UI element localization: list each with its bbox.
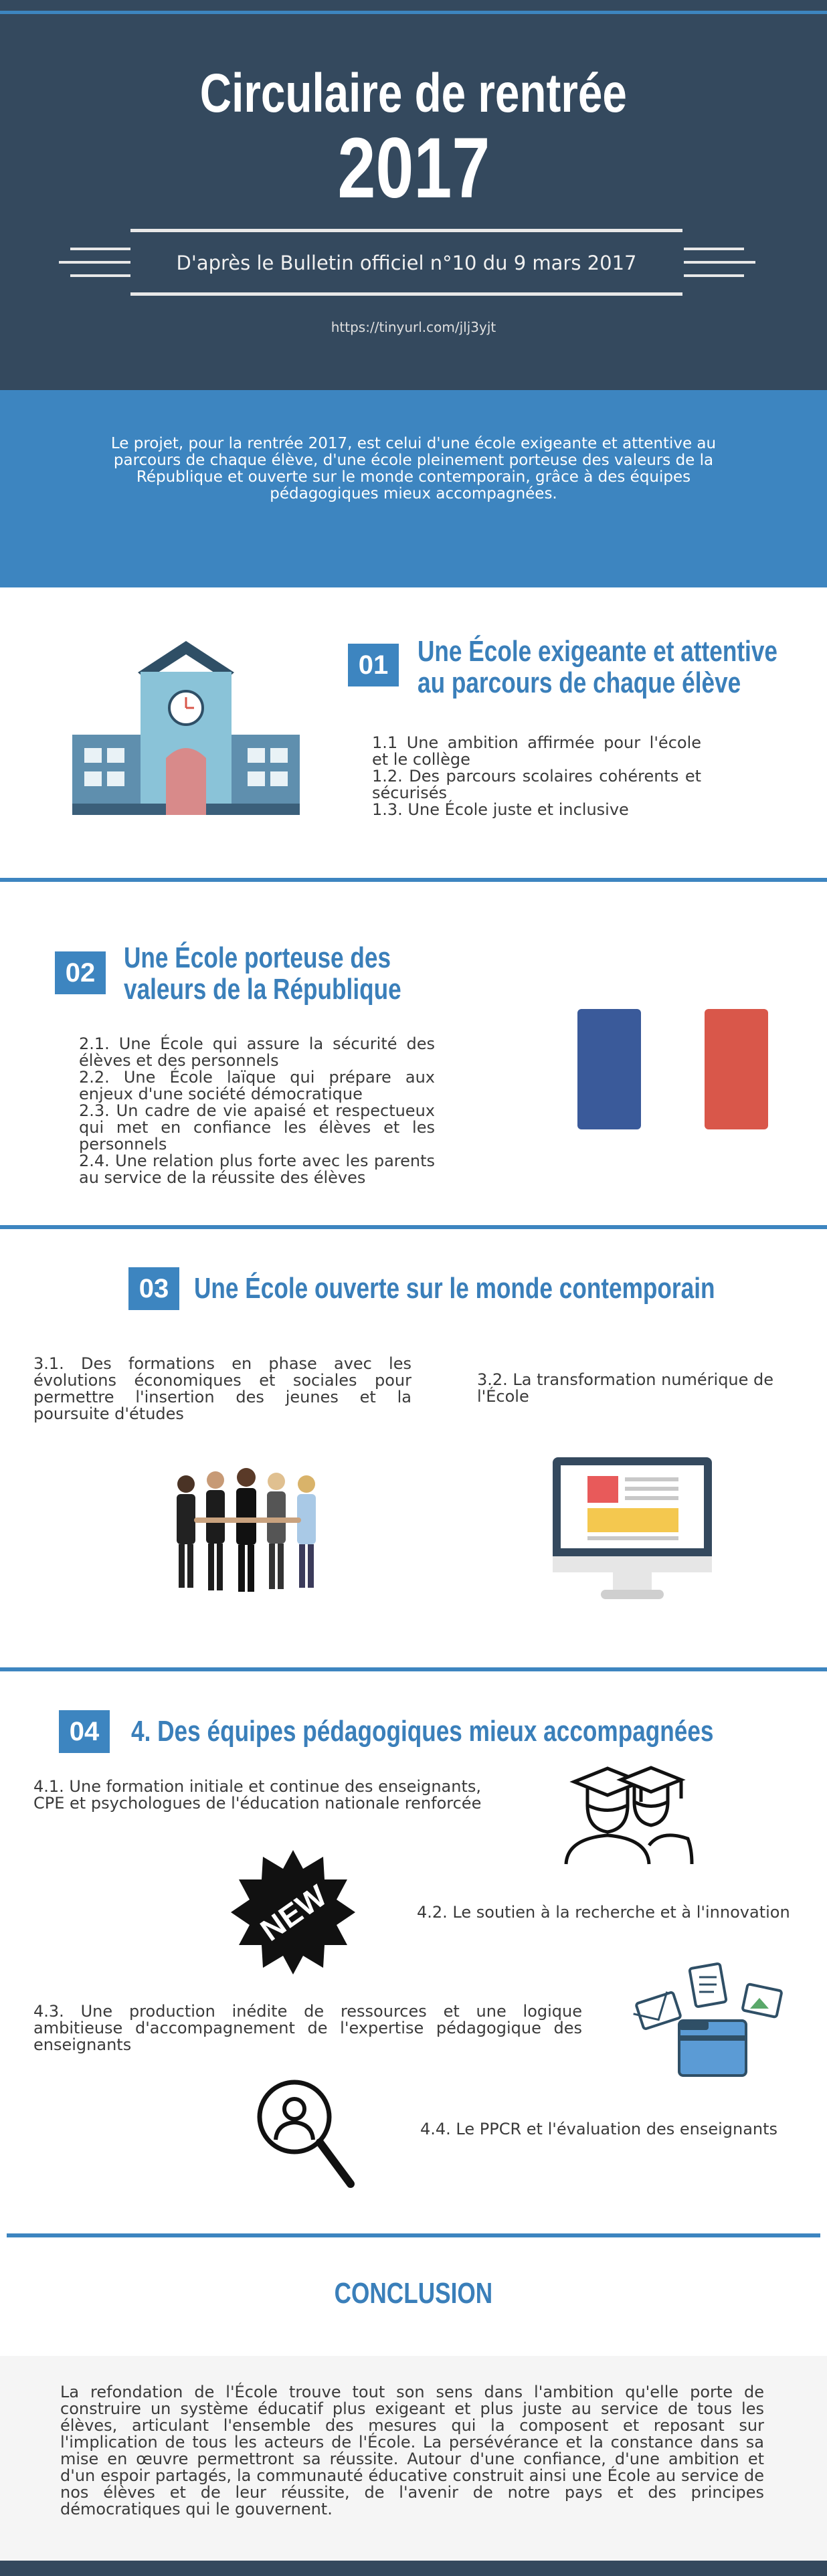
subtitle-rule-bottom bbox=[130, 292, 682, 296]
decor-bars-right bbox=[684, 248, 744, 250]
section-2-items bbox=[79, 1036, 435, 1186]
section-1-title-line1: Une École exigeante et attentive bbox=[418, 635, 777, 668]
section-2-item: 2.2. Une École laïque qui prépare aux enjeux d'une société démocratique bbox=[79, 1068, 435, 1103]
header-url[interactable]: https://tinyurl.com/jlj3yjt bbox=[331, 319, 496, 335]
section-1-number: 01 bbox=[348, 644, 399, 686]
intro-banner bbox=[0, 390, 827, 587]
magnifier-icon bbox=[253, 2076, 357, 2193]
top-accent-line bbox=[0, 11, 827, 14]
new-badge-text: NEW bbox=[254, 1877, 333, 1948]
decor-bar bbox=[59, 261, 130, 264]
section-1-item: 1.3. Une École juste et inclusive bbox=[372, 800, 629, 819]
section-2-number: 02 bbox=[55, 951, 106, 994]
header-title-line2: 2017 bbox=[337, 120, 490, 216]
section-4-number: 04 bbox=[59, 1710, 110, 1753]
decor-bars-left bbox=[70, 248, 130, 250]
section-2-title-line2: valeurs de la République bbox=[124, 973, 401, 1006]
section-4-item-4: 4.4. Le PPCR et l'évaluation des enseignants bbox=[420, 2120, 778, 2138]
section-2 bbox=[0, 882, 827, 1230]
intro-text: Le projet, pour la rentrée 2017, est celui d'une école exigeante et attentive au parcours de chaque élève, d'une école pleinement porteuse des valeurs de la République et ouverte sur le monde contemporain, grâce à des équipes pédagogiques mieux accompagnées. bbox=[110, 435, 717, 502]
section-4-item-2: 4.2. Le soutien à la recherche et à l'innovation bbox=[417, 1903, 790, 1922]
section-3 bbox=[0, 1230, 827, 1671]
new-badge-icon bbox=[229, 1849, 357, 1976]
french-flag-icon bbox=[577, 1009, 768, 1129]
section-4-item-1: 4.1. Une formation initiale et continue des enseignants, CPE et psychologues de l'éducation nationale renforcée bbox=[33, 1777, 482, 1813]
school-building-icon bbox=[72, 641, 300, 822]
section-1-item: 1.1 Une ambition affirmée pour l'école et le collège bbox=[372, 733, 701, 769]
section-3-number: 03 bbox=[128, 1267, 179, 1310]
subtitle-rule-top bbox=[130, 229, 682, 232]
conclusion-title: CONCLUSION bbox=[334, 2277, 493, 2310]
header-subtitle: D'après le Bulletin officiel n°10 du 9 mars 2017 bbox=[176, 252, 637, 274]
header-banner bbox=[0, 0, 827, 390]
footer-bar bbox=[0, 2561, 827, 2576]
section-1-items bbox=[372, 735, 701, 818]
conclusion-heading-area bbox=[0, 2241, 827, 2356]
conclusion-body bbox=[0, 2356, 827, 2561]
section-1-title-line2: au parcours de chaque élève bbox=[418, 666, 741, 699]
section-4-title: 4. Des équipes pédagogiques mieux accompagnées bbox=[131, 1715, 714, 1748]
graduates-icon bbox=[561, 1765, 695, 1865]
documents-folder-icon bbox=[626, 1960, 786, 2081]
header-title-line1: Circulaire de rentrée bbox=[199, 63, 628, 124]
decor-bar bbox=[684, 261, 755, 264]
section-1-item: 1.2. Des parcours scolaires cohérents et sécurisés bbox=[372, 767, 701, 802]
business-team-icon bbox=[167, 1464, 328, 1598]
section-divider bbox=[7, 2233, 820, 2237]
section-3-title: Une École ouverte sur le monde contemporain bbox=[194, 1272, 715, 1305]
section-1 bbox=[0, 587, 827, 882]
section-4-item-3: 4.3. Une production inédite de ressources et une logique ambitieuse d'accompagnement de l'expertise pédagogique des enseignants bbox=[33, 2002, 582, 2054]
section-2-item: 2.4. Une relation plus forte avec les parents au service de la réussite des élèves bbox=[79, 1152, 435, 1187]
section-2-item: 2.1. Une École qui assure la sécurité des élèves et des personnels bbox=[79, 1034, 435, 1070]
section-4 bbox=[0, 1671, 827, 2241]
conclusion-text: La refondation de l'École trouve tout son sens dans l'ambition qu'elle porte de construire un système éducatif plus exigeant et plus juste au service de tous les élèves, articulant l'ensemble des mesures qui la composent et reposant sur l'implication de tous les acteurs de l'École. La persévérance et la constance dans sa mise en œuvre permettront sa réussite. Autour d'une confiance, d'une ambition et d'un espoir partagés, la communauté éducative construit ainsi une École au service de nos élèves et de leur réussite, de l'avenir de notre pays et des principes démocratiques qui le gouvernent. bbox=[60, 2383, 764, 2518]
section-2-title-line1: Une École porteuse des bbox=[124, 941, 391, 974]
section-3-item-2: 3.2. La transformation numérique de l'École bbox=[477, 1370, 774, 1406]
section-2-item: 2.3. Un cadre de vie apaisé et respectueux qui met en confiance les élèves et les personnels bbox=[79, 1101, 435, 1154]
decor-bar bbox=[684, 274, 744, 277]
section-3-item-1: 3.1. Des formations en phase avec les évolutions économiques et sociales pour permettre l'insertion des jeunes et la poursuite d'études bbox=[33, 1354, 411, 1423]
section-divider bbox=[0, 1225, 827, 1229]
decor-bar bbox=[70, 274, 130, 277]
computer-monitor-icon bbox=[553, 1457, 712, 1604]
